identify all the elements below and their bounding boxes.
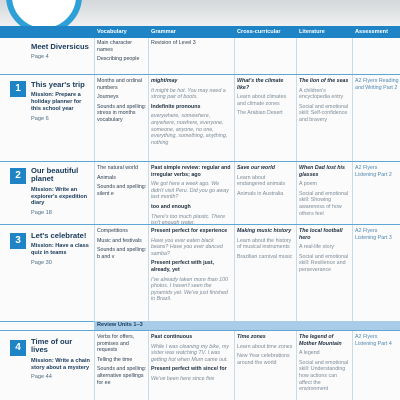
column-divider	[296, 38, 297, 400]
unit-2-cross-curricular	[237, 165, 294, 200]
unit-4-info	[31, 338, 91, 381]
unit-page: Page 30	[31, 260, 52, 266]
grammar-heading: too and enough	[151, 203, 191, 210]
header-grammar: Grammar	[148, 26, 234, 38]
grammar-examples: Have you ever eaten black beans? Have you ever danced samba?	[151, 237, 223, 257]
header-blank	[0, 26, 94, 38]
unit-4-cross-curricular	[237, 334, 294, 369]
grammar-examples: We've been here since five	[151, 375, 215, 382]
cross-line: Animals in Australia	[237, 190, 284, 197]
vocab-item: Main character names	[97, 40, 133, 53]
unit-page: Page 44	[31, 374, 52, 381]
unit-3-assessment: A2 Flyers Listening Part 3	[355, 228, 392, 241]
unit-number-2: 2	[10, 168, 26, 184]
unit-title: This year's trip	[31, 80, 85, 89]
unit-2-grammar	[151, 165, 232, 230]
header-vocabulary: Vocabulary	[94, 26, 148, 38]
header-cross-curricular: Cross-curricular	[234, 26, 296, 38]
unit-number-4: 4	[10, 340, 26, 356]
grammar-heading: Present perfect for experience	[151, 228, 228, 234]
header-assessment: Assessment	[352, 26, 400, 38]
row-divider	[0, 74, 400, 75]
vocab-item: Months and ordinal numbers	[97, 78, 143, 91]
literature-heading: The local football hero	[299, 228, 343, 241]
review-row: Review Units 1–3	[94, 321, 400, 330]
unit-2-literature	[299, 165, 350, 220]
grammar-examples: I've already taken more than 100 photos. I haven't seen the pyramids yet. We've just finished in Brazil.	[151, 276, 228, 303]
vocab-item: The natural world	[97, 165, 138, 171]
unit-3-vocabulary	[97, 228, 147, 263]
unit-2-info	[31, 167, 91, 217]
vocab-item: Competitions	[97, 228, 128, 234]
grammar-examples: We got here a week ago. We didn't visit Peru. Did you go away last month?	[151, 181, 229, 201]
unit-title: Time of our lives	[31, 337, 73, 355]
intro-page: Page 4	[31, 54, 49, 61]
literature-line: A poem	[299, 181, 317, 188]
grammar-heading: Past continuous	[151, 334, 193, 340]
grammar-heading: might/may	[151, 78, 178, 84]
unit-4-assessment: A2 Flyers Listening Part 4	[355, 334, 392, 347]
literature-line: A legend	[299, 350, 320, 357]
unit-number-3: 3	[10, 233, 26, 249]
unit-1-assessment: A2 Flyers Reading and Writing Part 2	[355, 78, 399, 91]
vocab-item: Sounds and spelling: alternative spellings for ee	[97, 366, 147, 386]
vocab-item: Sounds and spelling: b and v	[97, 247, 147, 260]
column-divider	[148, 38, 149, 400]
grammar-heading: Present perfect with since/ for	[151, 366, 227, 373]
literature-line: A real-life story	[299, 244, 335, 251]
vocab-item: Sounds and spelling: stress in months vocabulary	[97, 103, 147, 123]
unit-3-grammar	[151, 228, 232, 306]
unit-mission: Mission: Write a chain story about a mystery	[31, 357, 90, 371]
intro-cell	[31, 43, 91, 61]
literature-line: Social and emotional skill: Understanding how actions can affect the environment	[299, 359, 349, 393]
row-divider	[0, 161, 400, 162]
unit-2-vocabulary	[97, 165, 147, 200]
grammar-heading: Indefinite pronouns	[151, 103, 201, 110]
unit-number-1: 1	[10, 81, 26, 97]
unit-title: Our beautiful planet	[31, 166, 79, 184]
intro-grammar: Revision of Level 3	[151, 40, 196, 46]
literature-heading: The legend of Mother Mountain	[299, 334, 342, 347]
grammar-examples: While I was cleaning my bike, my sister was watching TV. I was getting hot when Mum came out.	[151, 343, 230, 363]
literature-line: Social and emotional skill: Resilience and perseverance	[299, 253, 349, 273]
grammar-heading: Present perfect with just, already, yet	[151, 260, 214, 273]
grammar-examples: There's too much plastic. There isn't enough water.	[151, 213, 226, 227]
row-divider	[0, 330, 400, 331]
cross-line: Learn about the history of musical instruments	[237, 237, 292, 251]
literature-line: A children's encyclopedia entry	[299, 87, 344, 101]
unit-page: Page 18	[31, 210, 52, 217]
cross-heading: Making music history	[237, 228, 292, 234]
unit-4-vocabulary	[97, 334, 147, 389]
grammar-heading: Past simple review: regular and irregular verbs; ago	[151, 165, 231, 178]
literature-heading: When Dad lost his glasses	[299, 165, 345, 178]
column-divider	[234, 38, 235, 400]
intro-vocabulary	[97, 40, 147, 66]
cross-line: Learn about endangered animals	[237, 174, 286, 188]
unit-1-info	[31, 81, 91, 123]
grammar-examples: everywhere, somewhere, anywhere, nowhere, everyone, someone, anyone, no one, everything, something, anything, nothing	[151, 113, 228, 146]
cross-line: The Arabian Desert	[237, 110, 283, 117]
column-divider	[94, 38, 95, 400]
vocab-item: Describing people	[97, 56, 140, 63]
cross-line: New Year celebrations around the world	[237, 353, 290, 366]
unit-mission: Mission: Prepare a holiday planner for this school year	[31, 92, 82, 112]
literature-line: Social and emotional skill: Self-confidence and bravery	[299, 103, 349, 123]
vocab-item: Verbs for offers, promises and requests	[97, 334, 135, 354]
unit-mission: Mission: Write an explorer's expedition diary	[31, 186, 88, 207]
unit-3-cross-curricular	[237, 228, 294, 263]
unit-3-info	[31, 232, 91, 267]
cross-heading: Time zones	[237, 334, 266, 340]
unit-3-literature	[299, 228, 350, 277]
vocab-item: Music and festivals	[97, 237, 142, 244]
vocab-item: Telling the time	[97, 356, 133, 363]
unit-4-literature	[299, 334, 350, 396]
unit-2-assessment: A2 Flyers Listening Part 2	[355, 165, 392, 178]
column-divider	[352, 38, 353, 400]
unit-1-literature	[299, 78, 350, 127]
cross-heading: What's the climate like?	[237, 78, 284, 91]
cross-line: Learn about time zones	[237, 343, 293, 350]
unit-1-vocabulary	[97, 78, 147, 127]
cross-heading: Save our world	[237, 165, 275, 171]
literature-heading: The lion of the seas	[299, 78, 349, 84]
unit-mission: Mission: Have a class quiz in teams	[31, 243, 89, 257]
literature-line: Social and emotional skill: Showing awareness of how others feel	[299, 190, 349, 217]
unit-page: Page 6	[31, 115, 49, 122]
intro-title: Meet Diversicus	[31, 42, 89, 51]
unit-1-grammar	[151, 78, 232, 149]
cross-line: Brazilian carnival music	[237, 253, 293, 260]
unit-title: Let's celebrate!	[31, 231, 87, 240]
cross-line: Learn about climates and climate zones	[237, 94, 287, 107]
vocab-item: Journeys	[97, 94, 119, 101]
header-literature: Literature	[296, 26, 352, 38]
vocab-item: Sounds and spelling: silent e	[97, 184, 147, 197]
unit-1-cross-curricular	[237, 78, 294, 120]
vocab-item: Animals	[97, 174, 116, 181]
unit-4-grammar	[151, 334, 232, 386]
grammar-examples: It might be hot. You may need a strong pair of boots.	[151, 87, 226, 101]
